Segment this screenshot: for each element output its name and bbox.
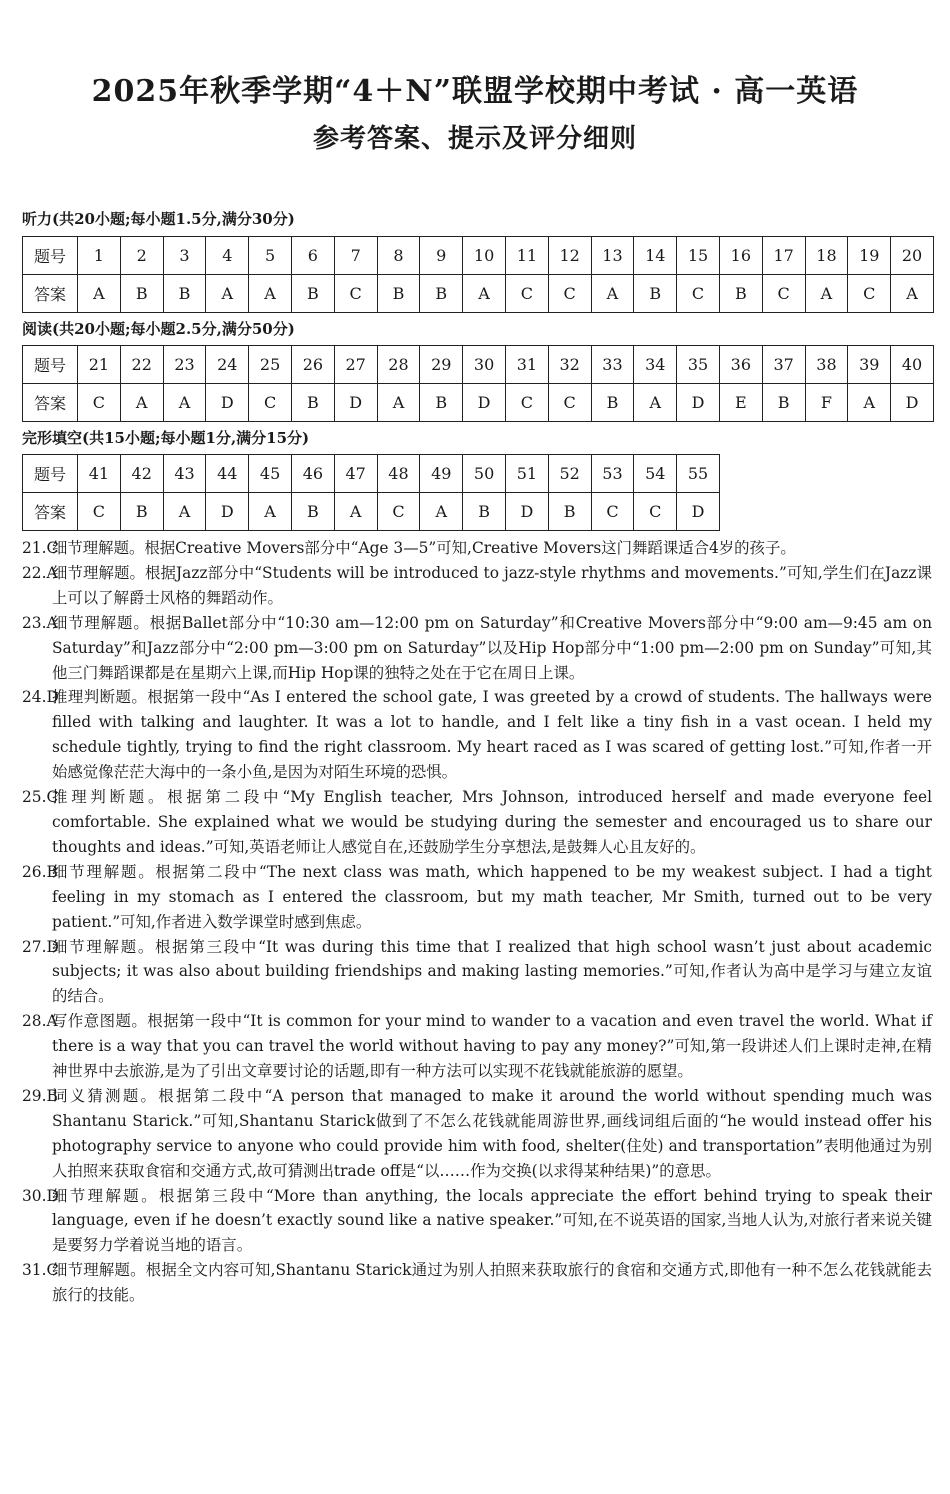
answer-cell: B: [120, 493, 163, 531]
explanation-text: 细节理解题。根据第三段中“More than anything, the locals appreciate the effort behind trying to speak their language, even if he doesn’t exactly sound like a native speaker.”可知,在不说英语的国家,当地人认为,对旅行者来说关键是要努力学着说当地的语言。: [52, 1186, 932, 1255]
answer-cell: D: [463, 384, 506, 422]
question-number-cell: 7: [334, 237, 377, 275]
answer-cell: B: [548, 493, 591, 531]
explanation-item: [22, 860, 932, 935]
explanation-item: [22, 1184, 932, 1259]
question-number-cell: 35: [677, 346, 720, 384]
explanation-number: 29.B: [22, 1086, 58, 1105]
question-number-cell: 34: [634, 346, 677, 384]
question-number-cell: 44: [206, 455, 249, 493]
answer-cell: C: [548, 384, 591, 422]
question-number-cell: 48: [377, 455, 420, 493]
question-number-cell: 13: [591, 237, 634, 275]
question-number-cell: 41: [78, 455, 121, 493]
answer-cell: D: [505, 493, 548, 531]
question-number-cell: 30: [463, 346, 506, 384]
answer-cell: A: [377, 384, 420, 422]
answer-cell: D: [677, 493, 720, 531]
question-number-cell: 26: [291, 346, 334, 384]
row-label: 答案: [23, 493, 78, 531]
answer-cell: C: [505, 275, 548, 313]
question-number-cell: 46: [291, 455, 334, 493]
explanation-text: 细节理解题。根据全文内容可知,Shantanu Starick通过为别人拍照来获取旅行的食宿和交通方式,即他有一种不怎么花钱就能去旅行的技能。: [52, 1261, 932, 1305]
question-number-cell: 43: [163, 455, 206, 493]
table-row-numbers: [23, 346, 934, 384]
page-subtitle: 参考答案、提示及评分细则: [312, 124, 637, 154]
explanation-text: 推理判断题。根据第二段中“My English teacher, Mrs Johnson, introduced herself and made everyone feel comfortable. She explained what we would be studying during the semester and encouraged us to share our thoughts and ideas.”可知,英语老师让人感觉自在,还鼓励学生分享想法,是鼓舞人心且友好的。: [52, 788, 932, 856]
answer-cell: C: [591, 493, 634, 531]
question-number-cell: 31: [505, 346, 548, 384]
table-row-answers: [23, 275, 934, 313]
table-row-answers: [23, 384, 934, 422]
question-number-cell: 27: [334, 346, 377, 384]
question-number-cell: 8: [377, 237, 420, 275]
answer-cell: C: [762, 275, 805, 313]
question-number-cell: 38: [805, 346, 848, 384]
explanation-text: 细节理解题。根据Ballet部分中“10:30 am—12:00 pm on Saturday”和Creative Movers部分中“9:00 am—9:45 am on Saturday”和Jazz部分中“2:00 pm—3:00 pm on Saturday”以及Hip Hop部分中“1:00 pm—2:00 pm on Sunday”可知,其他三门舞蹈课都是在星期六上课,而Hip Hop课的独特之处在于它在周日上课。: [52, 613, 932, 682]
answer-cell: A: [249, 493, 292, 531]
answer-table-reading: [22, 345, 934, 422]
question-number-cell: 24: [206, 346, 249, 384]
answer-table-cloze: [22, 454, 720, 531]
explanation-number: 27.D: [22, 937, 59, 956]
answer-cell: A: [591, 275, 634, 313]
question-number-cell: 37: [762, 346, 805, 384]
question-number-cell: 15: [677, 237, 720, 275]
question-number-cell: 23: [163, 346, 206, 384]
question-number-cell: 14: [634, 237, 677, 275]
question-number-cell: 25: [249, 346, 292, 384]
question-number-cell: 54: [634, 455, 677, 493]
answer-cell: A: [891, 275, 934, 313]
question-number-cell: 39: [848, 346, 891, 384]
question-number-cell: 10: [463, 237, 506, 275]
table-row-numbers: [23, 455, 720, 493]
question-number-cell: 33: [591, 346, 634, 384]
explanation-item: [22, 1084, 932, 1184]
explanation-number: 22.A: [22, 563, 58, 582]
question-number-cell: 11: [505, 237, 548, 275]
answer-cell: C: [377, 493, 420, 531]
explanation-list: [22, 536, 932, 1308]
question-number-cell: 29: [420, 346, 463, 384]
answer-cell: D: [334, 384, 377, 422]
question-number-cell: 51: [505, 455, 548, 493]
question-number-cell: 42: [120, 455, 163, 493]
question-number-cell: 16: [719, 237, 762, 275]
answer-cell: B: [420, 384, 463, 422]
explanation-item: [22, 685, 932, 785]
explanation-item: [22, 536, 932, 561]
explanation-text: 细节理解题。根据第三段中“It was during this time that I realized that high school wasn’t just about academic subjects; it was also about building friendships and making lasting memories.”可知,作者认为高中是学习与建立友谊的结合。: [52, 937, 932, 1006]
question-number-cell: 32: [548, 346, 591, 384]
explanation-number: 24.D: [22, 688, 59, 707]
answer-cell: A: [805, 275, 848, 313]
question-number-cell: 50: [463, 455, 506, 493]
question-number-cell: 6: [291, 237, 334, 275]
question-number-cell: 52: [548, 455, 591, 493]
question-number-cell: 12: [548, 237, 591, 275]
answer-cell: A: [334, 493, 377, 531]
explanation-text: 写作意图题。根据第一段中“It is common for your mind to wander to a vacation and even travel the world. What if there is a way that you can travel the world without having to pay any money?”可知,第一段讲述人们上课时走神,在精神世界中去旅游,是为了引出文章要讨论的话题,即有一种方法可以实现不花钱就能旅游的愿望。: [52, 1012, 932, 1081]
question-number-cell: 9: [420, 237, 463, 275]
answer-cell: B: [120, 275, 163, 313]
explanation-number: 25.C: [22, 788, 59, 807]
answer-cell: C: [78, 493, 121, 531]
answer-cell: B: [291, 384, 334, 422]
explanation-text: 细节理解题。根据Jazz部分中“Students will be introduced to jazz-style rhythms and movements.”可知,学生们在Jazz课上可以了解爵士风格的舞蹈动作。: [52, 563, 932, 607]
answer-cell: A: [163, 493, 206, 531]
question-number-cell: 36: [719, 346, 762, 384]
explanation-number: 31.C: [22, 1261, 59, 1280]
question-number-cell: 4: [206, 237, 249, 275]
explanation-item: [22, 1258, 932, 1308]
question-number-cell: 18: [805, 237, 848, 275]
answer-cell: D: [891, 384, 934, 422]
explanation-item: [22, 785, 932, 860]
section-heading-listening: 听力(共20小题;每小题1.5分,满分30分): [22, 210, 295, 228]
question-number-cell: 22: [120, 346, 163, 384]
question-number-cell: 40: [891, 346, 934, 384]
explanation-number: 21.C: [22, 539, 59, 557]
answer-cell: E: [719, 384, 762, 422]
answer-cell: A: [420, 493, 463, 531]
question-number-cell: 3: [163, 237, 206, 275]
question-number-cell: 2: [120, 237, 163, 275]
answer-cell: B: [463, 493, 506, 531]
explanation-number: 26.B: [22, 862, 58, 881]
explanation-number: 28.A: [22, 1012, 58, 1031]
answer-cell: D: [677, 384, 720, 422]
answer-cell: B: [762, 384, 805, 422]
answer-cell: A: [206, 275, 249, 313]
table-row-numbers: [23, 237, 934, 275]
explanation-text: 细节理解题。根据第二段中“The next class was math, which happened to be my weakest subject. I had a tight feeling in my stomach as I entered the classroom, but my math teacher, Mr Smith, turned out to be very patient.”可知,作者进入数学课堂时感到焦虑。: [52, 862, 932, 931]
answer-cell: C: [634, 493, 677, 531]
answer-cell: A: [249, 275, 292, 313]
row-label: 答案: [23, 384, 78, 422]
question-number-cell: 20: [891, 237, 934, 275]
question-number-cell: 1: [78, 237, 121, 275]
section-heading-reading: 阅读(共20小题;每小题2.5分,满分50分): [22, 320, 295, 338]
answer-cell: A: [163, 384, 206, 422]
question-number-cell: 49: [420, 455, 463, 493]
answer-cell: B: [591, 384, 634, 422]
section-heading-cloze: 完形填空(共15小题;每小题1分,满分15分): [22, 429, 310, 447]
answer-cell: B: [291, 493, 334, 531]
answer-cell: B: [163, 275, 206, 313]
answer-cell: F: [805, 384, 848, 422]
question-number-cell: 21: [78, 346, 121, 384]
explanation-item: [22, 611, 932, 686]
answer-cell: C: [249, 384, 292, 422]
row-label: 答案: [23, 275, 78, 313]
answer-cell: C: [848, 275, 891, 313]
question-number-cell: 17: [762, 237, 805, 275]
explanation-text: 词义猜测题。根据第二段中“A person that managed to make it around the world without spending much was Shantanu Starick.”可知,Shantanu Starick做到了不怎么花钱就能周游世界,画线词组后面的“he would instead offer his photography service to anyone who could provide him with food, shelter(住处) and transportation”表明他通过为别人拍照来获取食宿和交通方式,故可猜测出trade off是“以……作为交换(以求得某种结果)”的意思。: [52, 1086, 932, 1180]
explanation-item: [22, 935, 932, 1010]
answer-cell: C: [505, 384, 548, 422]
answer-table-listening: [22, 236, 934, 313]
row-label: 题号: [23, 346, 78, 384]
answer-cell: C: [78, 384, 121, 422]
explanation-item: [22, 561, 932, 611]
answer-cell: B: [377, 275, 420, 313]
table-row-answers: [23, 493, 720, 531]
answer-cell: A: [120, 384, 163, 422]
explanation-text: 细节理解题。根据Creative Movers部分中“Age 3—5”可知,Creative Movers这门舞蹈课适合4岁的孩子。: [52, 539, 796, 557]
answer-cell: B: [291, 275, 334, 313]
answer-cell: A: [848, 384, 891, 422]
answer-cell: B: [420, 275, 463, 313]
explanation-number: 30.D: [22, 1186, 59, 1205]
answer-cell: C: [677, 275, 720, 313]
answer-cell: D: [206, 384, 249, 422]
answer-cell: C: [334, 275, 377, 313]
explanation-item: [22, 1009, 932, 1084]
page-title: 2025年秋季学期“4＋N”联盟学校期中考试 · 高一英语: [91, 74, 859, 109]
question-number-cell: 28: [377, 346, 420, 384]
question-number-cell: 53: [591, 455, 634, 493]
answer-cell: A: [78, 275, 121, 313]
explanation-text: 推理判断题。根据第一段中“As I entered the school gate, I was greeted by a crowd of students. The hallways were filled with talking and laughter. It was a lot to handle, and I felt like a tiny fish in a vast ocean. I held my schedule tightly, trying to find the right classroom. My heart raced as I was scared of getting lost.”可知,作者一开始感觉像茫茫大海中的一条小鱼,是因为对陌生环境的恐惧。: [52, 688, 932, 782]
answer-cell: C: [548, 275, 591, 313]
answer-cell: A: [463, 275, 506, 313]
question-number-cell: 5: [249, 237, 292, 275]
answer-cell: B: [719, 275, 762, 313]
row-label: 题号: [23, 455, 78, 493]
answer-cell: D: [206, 493, 249, 531]
answer-cell: B: [634, 275, 677, 313]
question-number-cell: 45: [249, 455, 292, 493]
question-number-cell: 19: [848, 237, 891, 275]
question-number-cell: 47: [334, 455, 377, 493]
question-number-cell: 55: [677, 455, 720, 493]
answer-cell: A: [634, 384, 677, 422]
explanation-number: 23.A: [22, 613, 58, 632]
row-label: 题号: [23, 237, 78, 275]
